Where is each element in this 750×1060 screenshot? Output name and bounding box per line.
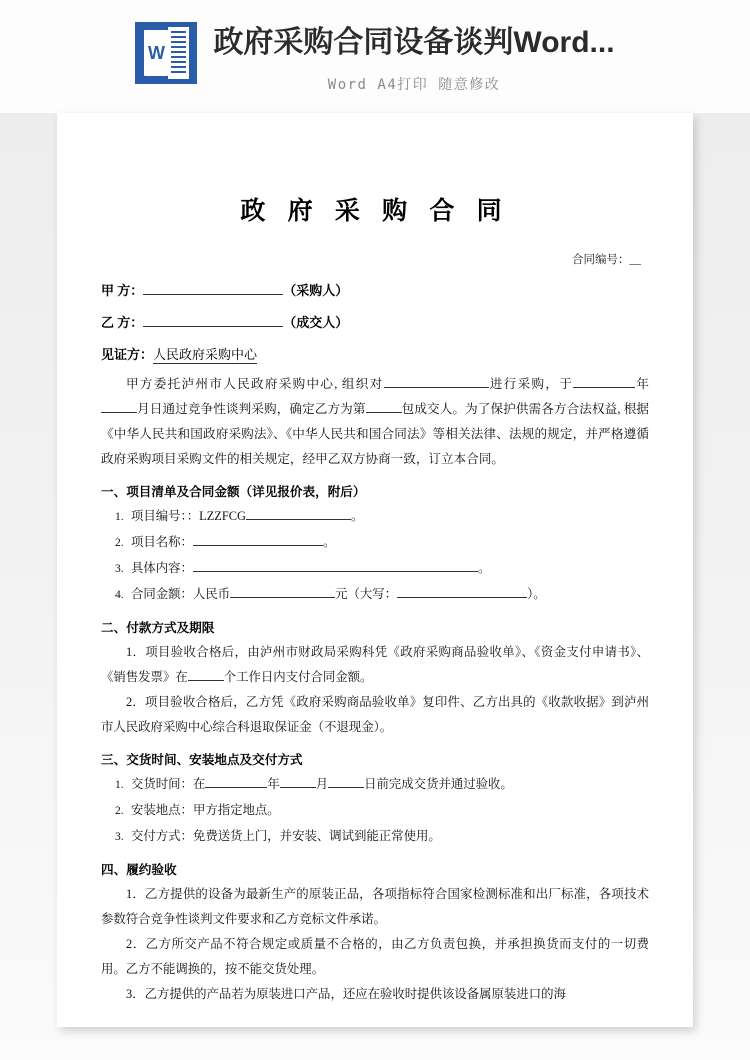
party-suffix: （采购人） bbox=[283, 283, 349, 298]
item-blank-field bbox=[193, 534, 323, 546]
preamble-part-6: 包成交人。为了保护供需各方合法权益, 根据《中华人民共和国政府采购法》、《中华人民共和国合同法》等相关法律、法规的规定，并严格遵循政府采购项目采购文件的相关规定，经甲乙双方协商一致，订立本合同。 bbox=[101, 402, 650, 466]
item-blank-day bbox=[328, 776, 364, 788]
item-suffix: ）。 bbox=[527, 587, 546, 601]
document-body bbox=[57, 113, 693, 1007]
item-number: 4. bbox=[115, 589, 124, 601]
banner-subtitle: Word A4打印 随意修改 bbox=[327, 77, 501, 93]
preamble-blank-project bbox=[384, 376, 489, 388]
party-row-jiafang bbox=[101, 280, 649, 299]
item-prefix: 交货时间：在 bbox=[131, 777, 206, 791]
item-text bbox=[131, 504, 649, 529]
item-prefix: 项目编号：：LZZFCG bbox=[131, 509, 246, 523]
word-icon-lines-panel bbox=[168, 27, 189, 79]
preamble-part-2: 进行采购，于 bbox=[488, 377, 574, 391]
list-item bbox=[101, 798, 649, 824]
item-number: 1. bbox=[115, 779, 124, 791]
paragraph-text-before: 项目验收合格后，由泸州市财政局采购科凭《政府采购商品验收单》、《资金支付申请书》、《销售发票》在 bbox=[101, 645, 649, 684]
item-blank-field bbox=[246, 508, 351, 520]
item-blank-field bbox=[193, 560, 478, 572]
item-suffix: 日前完成交货并通过验收。 bbox=[364, 777, 513, 791]
item-blank-amount-words bbox=[397, 586, 527, 598]
item-number: 1. bbox=[115, 511, 124, 523]
party-blank-field bbox=[143, 282, 283, 295]
page-header-banner bbox=[0, 0, 750, 113]
item-text: 交付方式：免费送货上门，并安装、调试到能正常使用。 bbox=[131, 829, 441, 843]
preamble-part-1: 甲方委托泸州市人民政府采购中心, 组织对 bbox=[126, 377, 384, 391]
preamble-blank-month bbox=[101, 401, 137, 413]
section-1-item-list bbox=[101, 504, 649, 608]
list-item bbox=[101, 772, 649, 798]
word-icon-letter-panel bbox=[144, 30, 168, 76]
preamble-blank-package bbox=[366, 401, 402, 413]
document-title: 政 府 采 购 合 同 bbox=[240, 198, 510, 225]
paragraph-text-before: 项目验收合格后，乙方凭《政府采购商品验收单》复印件、乙方出具的《收款收据》到泸州市人民政府采购中心综合科退取保证金（不退现金）。 bbox=[101, 695, 649, 734]
item-text bbox=[131, 530, 649, 555]
word-document-icon bbox=[135, 22, 197, 84]
document-page-sheet bbox=[57, 113, 693, 1027]
party-suffix: （成交人） bbox=[283, 315, 349, 330]
paragraph-text-after: 个工作日内支付合同金额。 bbox=[223, 670, 373, 684]
item-number: 3. bbox=[115, 563, 124, 575]
paragraph-number: 1． bbox=[126, 887, 146, 901]
item-suffix: 。 bbox=[322, 535, 336, 549]
paragraph-text: 乙方所交产品不符合规定或质量不合格的，由乙方负责包换，并承担换货而支付的一切费用。乙方不能调换的，按不能交货处理。 bbox=[101, 937, 650, 976]
party-blank-field bbox=[143, 314, 283, 327]
paragraph-text: 乙方提供的产品若为原装进口产品，还应在验收时提供该设备属原装进口的海 bbox=[144, 987, 566, 1001]
item-blank-amount bbox=[230, 586, 335, 598]
item-prefix: 合同金额：人民币 bbox=[131, 587, 231, 601]
item-suffix: 。 bbox=[350, 509, 364, 523]
item-text bbox=[131, 556, 649, 581]
banner-content bbox=[135, 0, 614, 94]
banner-title: 政府采购合同设备谈判Word... bbox=[213, 26, 615, 59]
item-number: 2. bbox=[115, 805, 124, 817]
section-2-paragraph-2 bbox=[101, 690, 649, 740]
paragraph-text: 乙方提供的设备为最新生产的原装正品，各项指标符合国家检测标准和出厂标准，各项技术参数符合竞争性谈判文件要求和乙方竞标文件承诺。 bbox=[101, 887, 649, 926]
paragraph-number: 3． bbox=[126, 987, 145, 1001]
list-item bbox=[101, 530, 649, 556]
item-text: 安装地点：甲方指定地点。 bbox=[131, 803, 280, 817]
item-mid2: 月 bbox=[315, 777, 329, 791]
list-item bbox=[101, 824, 649, 850]
paragraph-number: 1． bbox=[126, 645, 146, 659]
section-heading-3: 三、交货时间、安装地点及交付方式 bbox=[101, 753, 303, 767]
party-label: 甲 方： bbox=[101, 283, 144, 298]
item-prefix: 项目名称： bbox=[131, 535, 193, 549]
item-suffix: 。 bbox=[477, 561, 491, 575]
item-text bbox=[131, 772, 649, 797]
section-4-paragraph-2 bbox=[101, 932, 649, 982]
section-heading-2: 二、付款方式及期限 bbox=[101, 621, 215, 635]
party-row-witness bbox=[101, 344, 649, 363]
item-number: 3. bbox=[115, 831, 124, 843]
preamble-part-3: 年 bbox=[635, 377, 650, 391]
section-heading-1: 一、项目清单及合同金额（详见报价表，附后） bbox=[101, 485, 366, 499]
section-2-paragraph-1 bbox=[101, 640, 649, 690]
section-3-item-list bbox=[101, 772, 649, 850]
item-mid: 年 bbox=[267, 777, 280, 791]
contract-number-label: 合同编号：__ bbox=[572, 254, 641, 266]
section-4-paragraph-3 bbox=[101, 982, 649, 1007]
section-heading-4: 四、履约验收 bbox=[101, 863, 177, 877]
paragraph-number: 2． bbox=[126, 937, 146, 951]
item-number: 2. bbox=[115, 537, 124, 549]
item-text bbox=[131, 582, 649, 607]
item-mid: 元（大写： bbox=[335, 587, 398, 601]
party-label: 见证方： bbox=[101, 347, 154, 362]
preamble-part-4: 月 bbox=[137, 402, 150, 416]
preamble-blank-year bbox=[573, 376, 635, 388]
list-item bbox=[101, 504, 649, 530]
preamble-paragraph bbox=[101, 372, 649, 472]
list-item bbox=[101, 556, 649, 582]
party-row-yifang bbox=[101, 312, 649, 331]
item-prefix: 具体内容： bbox=[131, 561, 193, 575]
item-blank-year bbox=[205, 776, 267, 788]
banner-text-block bbox=[213, 22, 614, 94]
witness-organization-name: 人民政府采购中心 bbox=[153, 347, 258, 362]
paragraph-blank-days bbox=[188, 669, 224, 681]
section-4-paragraph-1 bbox=[101, 882, 649, 932]
party-label: 乙 方： bbox=[101, 315, 144, 330]
item-blank-month bbox=[280, 776, 316, 788]
preamble-part-5: 日通过竞争性谈判采购，确定乙方为第 bbox=[149, 402, 366, 416]
paragraph-number: 2． bbox=[126, 695, 146, 709]
list-item bbox=[101, 582, 649, 608]
